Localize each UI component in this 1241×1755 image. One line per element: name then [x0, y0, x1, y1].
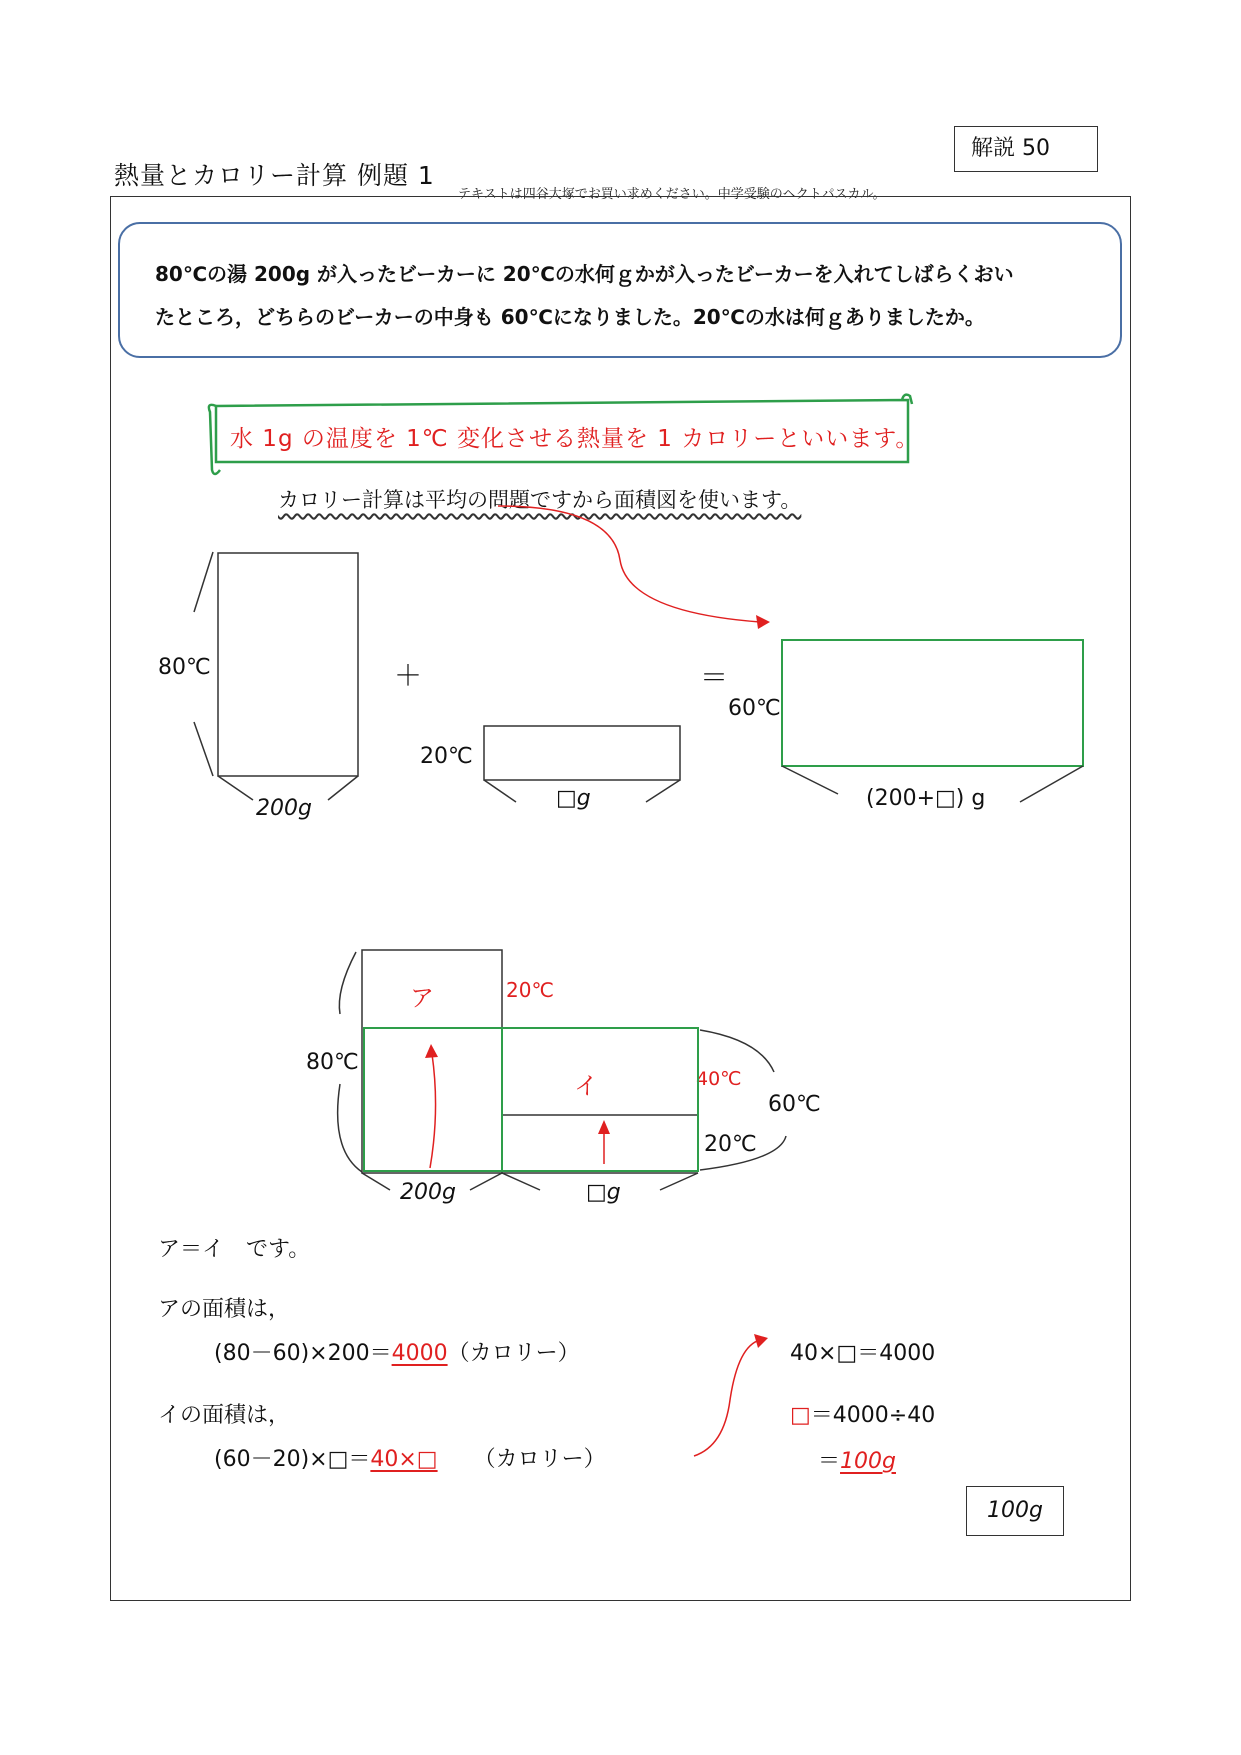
rect-hot-water	[218, 553, 358, 776]
area-a-result: 4000	[391, 1341, 448, 1366]
area-i-heading: イの面積は，	[158, 1403, 291, 1428]
rect-cold-water	[484, 726, 680, 780]
diagram-2-arrows	[425, 1044, 610, 1168]
label-a: ア	[410, 984, 434, 1012]
solution-arrow	[694, 1334, 768, 1456]
question-line-2: たところ，どちらのビーカーの中身も 60℃になりました。20℃の水は何ｇありましたか。	[155, 305, 985, 329]
question-line-1: 80℃の湯 200g が入ったビーカーに 20℃の水何ｇかが入ったビーカーを入れてしばらくおい	[155, 262, 1014, 286]
result-equals: ＝	[818, 1449, 841, 1474]
source-note: テキストは四谷大塚でお買い求めください。中学受験のヘクトパスカル。	[458, 187, 886, 202]
diagram-2	[338, 950, 786, 1190]
result-line-1: 40×□＝4000	[790, 1341, 936, 1366]
label-20c-bottom: 20℃	[704, 1132, 757, 1157]
area-a-heading: アの面積は，	[158, 1297, 291, 1322]
area-a-unit: （カロリー）	[447, 1341, 580, 1366]
label-20c-top: 20℃	[506, 978, 554, 1002]
label-60c: 60℃	[728, 696, 781, 721]
label-i: イ	[574, 1072, 598, 1100]
hint-text: カロリー計算は平均の問題ですから面積図を使います。	[278, 488, 802, 512]
rect-80c-block	[362, 950, 502, 1173]
equals-sign: ＝	[700, 661, 729, 694]
area-i-unit: （カロリー）	[473, 1447, 606, 1472]
label-200g-2: 200g	[400, 1180, 456, 1205]
area-i-expression: (60－20)×□＝	[214, 1447, 371, 1472]
page-title: 熱量とカロリー計算 例題 1	[114, 161, 435, 190]
area-i-result: 40×□	[370, 1447, 438, 1472]
plus-sign: ＋	[394, 659, 423, 692]
result-value: 100g	[840, 1449, 896, 1474]
label-sum-g: (200+□) g	[866, 786, 986, 811]
label-box-g: □g	[556, 786, 591, 811]
answer-box: 100g	[966, 1486, 1064, 1536]
result-box-symbol: □	[790, 1403, 811, 1428]
page-badge: 解説 50	[954, 126, 1098, 172]
solution-equality: ア＝イ です。	[158, 1237, 311, 1262]
rect-60c-level	[364, 1028, 698, 1171]
label-20c: 20℃	[420, 744, 473, 769]
rect-mixed	[782, 640, 1083, 766]
label-60c-2: 60℃	[768, 1092, 821, 1117]
area-a-expression: (80－60)×200＝	[214, 1341, 392, 1366]
definition-scroll	[209, 395, 912, 474]
label-80c-2: 80℃	[306, 1050, 359, 1075]
hint-arrow	[498, 506, 770, 629]
label-40c: 40℃	[696, 1068, 742, 1090]
label-200g: 200g	[256, 796, 312, 821]
label-box-g-2: □g	[586, 1180, 621, 1205]
label-80c: 80℃	[158, 655, 211, 680]
result-division: ＝4000÷40	[810, 1403, 936, 1428]
definition-text: 水 1g の温度を 1℃ 変化させる熱量を 1 カロリーといいます。	[230, 426, 920, 452]
